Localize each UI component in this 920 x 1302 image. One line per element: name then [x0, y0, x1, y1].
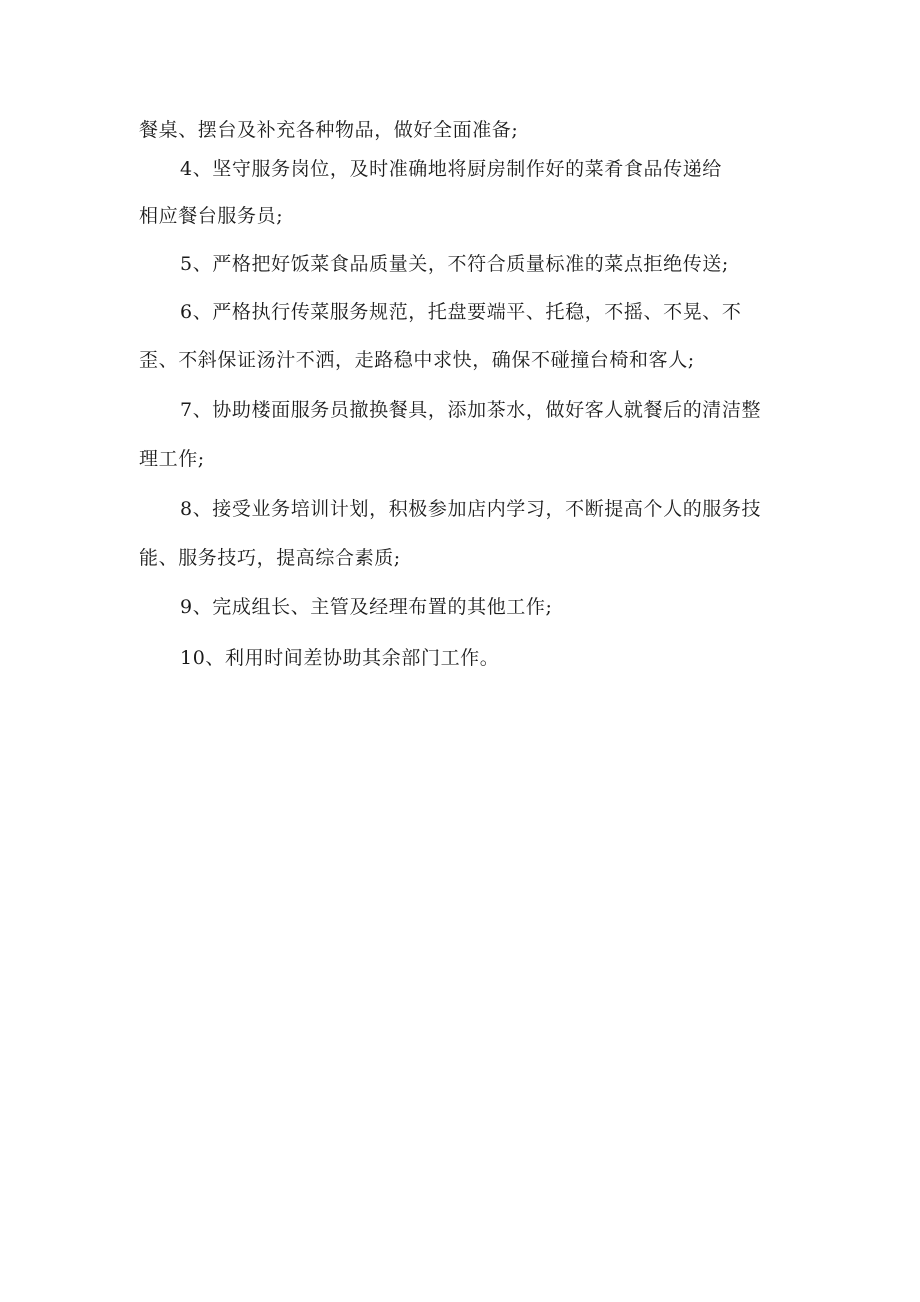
duty-item-8-continuation: 能、服务技巧，提高综合素质; — [139, 547, 401, 569]
duty-item-6: 6、严格执行传菜服务规范，托盘要端平、托稳，不摇、不晃、不 — [180, 301, 742, 323]
duty-item-7: 7、协助楼面服务员撤换餐具，添加茶水，做好客人就餐后的清洁整 — [180, 399, 762, 421]
text-line-continuation: 餐桌、摆台及补充各种物品，做好全面准备; — [139, 119, 519, 141]
duty-item-4: 4、坚守服务岗位，及时准确地将厨房制作好的菜肴食品传递给 — [180, 158, 722, 180]
duty-item-4-continuation: 相应餐台服务员; — [139, 205, 284, 227]
duty-item-6-continuation: 歪、不斜保证汤汁不洒，走路稳中求快，确保不碰撞台椅和客人; — [139, 349, 695, 371]
duty-item-5: 5、严格把好饭菜食品质量关，不符合质量标准的菜点拒绝传送; — [180, 253, 729, 275]
duty-item-7-continuation: 理工作; — [139, 448, 205, 470]
duty-item-9: 9、完成组长、主管及经理布置的其他工作; — [180, 596, 553, 618]
duty-item-8: 8、接受业务培训计划，积极参加店内学习，不断提高个人的服务技 — [180, 498, 762, 520]
duty-item-10: 10、利用时间差协助其余部门工作。 — [180, 647, 500, 669]
